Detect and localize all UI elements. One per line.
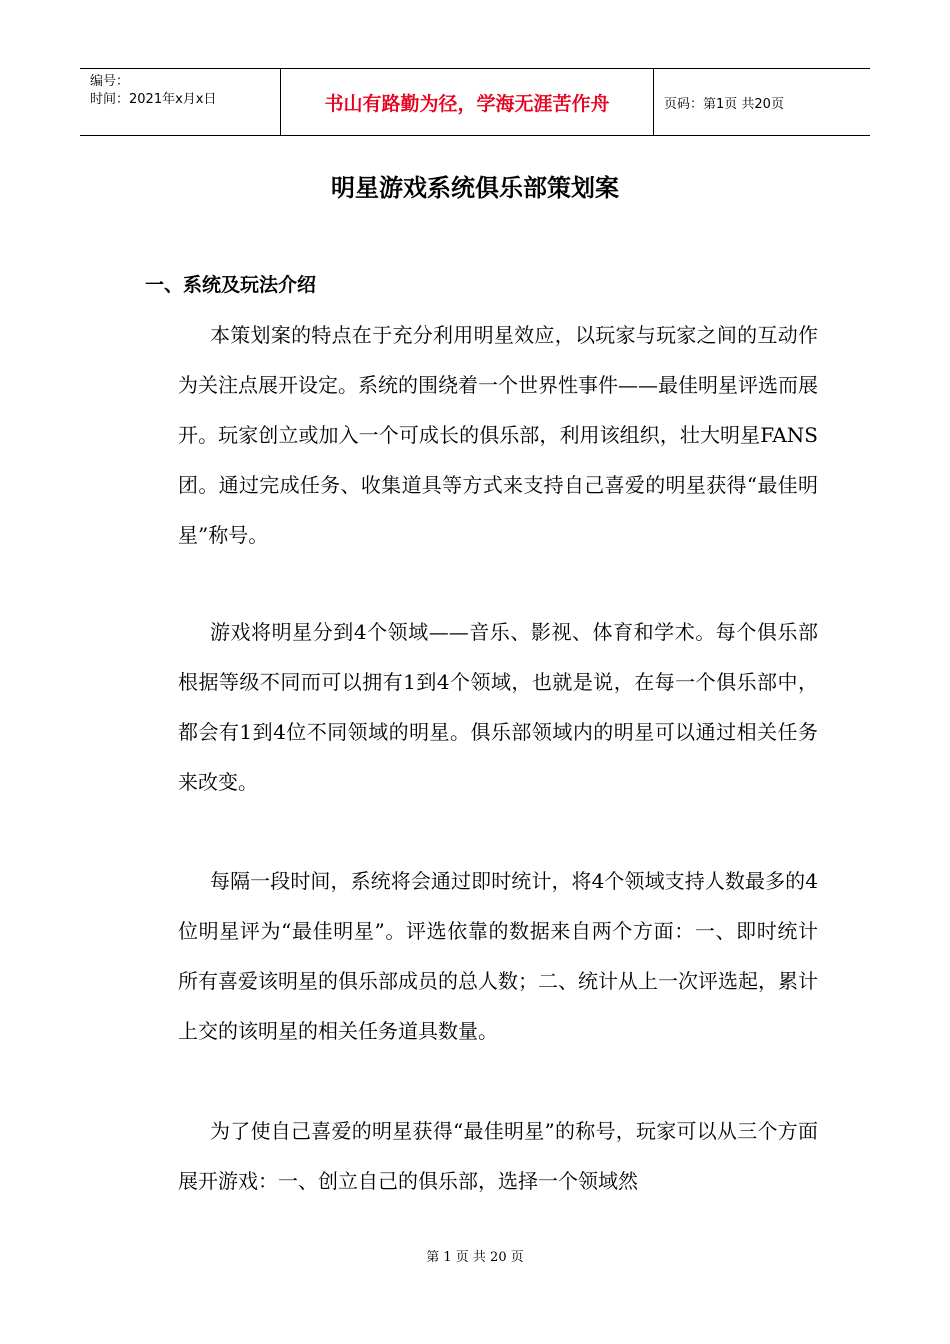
paragraph-1: 本策划案的特点在于充分利用明星效应，以玩家与玩家之间的互动作为关注点展开设定。系统的围绕着一个世界性事件——最佳明星评选而展开。玩家创立或加入一个可成长的俱乐部，利用该组织，壮大明星FANS团。通过完成任务、收集道具等方式来支持自己喜爱的明星获得“最佳明星”称号。 [178,323,818,547]
number-label: 编号： [90,74,130,89]
document-title: 明星游戏系统俱乐部策划案 [331,173,619,202]
page-footer: 第 1 页 共 20 页 [426,1250,524,1265]
header-meta [80,69,281,135]
paragraph-4: 为了使自己喜爱的明星获得“最佳明星”的称号，玩家可以从三个方面展开游戏：一、创立自己的俱乐部，选择一个领域然 [178,1119,818,1193]
date-label: 时间：2021年x月x日 [90,92,217,107]
header-motto: 书山有路勤为径，学海无涯苦作舟 [281,69,654,135]
header-page-info: 页码：第1页 共20页 [664,96,784,112]
paragraph-3: 每隔一段时间，系统将会通过即时统计，将4个领域支持人数最多的4位明星评为“最佳明星”。评选依靠的数据来自两个方面：一、即时统计所有喜爱该明星的俱乐部成员的总人数；二、统计从上一次评选起，累计上交的该明星的相关任务道具数量。 [178,869,818,1043]
paragraph-2: 游戏将明星分到4个领域——音乐、影视、体育和学术。每个俱乐部根据等级不同而可以拥有1到4个领域，也就是说，在每一个俱乐部中，都会有1到4位不同领域的明星。俱乐部领域内的明星可以通过相关任务来改变。 [178,620,818,794]
document-header [80,68,870,136]
section-heading: 一、系统及玩法介绍 [145,274,317,296]
